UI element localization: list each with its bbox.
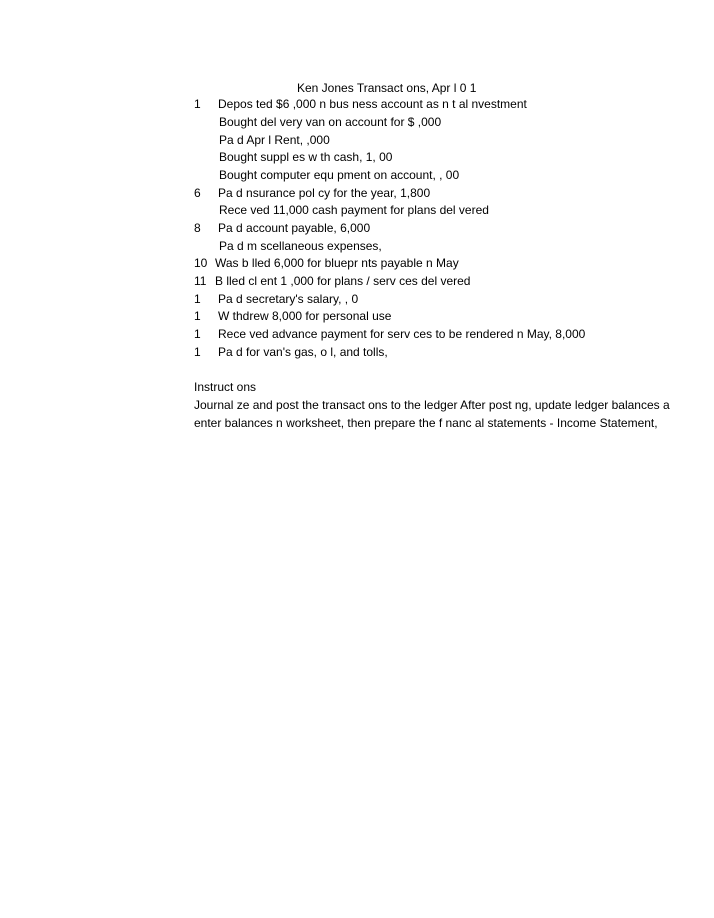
transaction-row bbox=[194, 292, 358, 306]
transaction-text: Bought computer equ pment on account, , 00 bbox=[219, 168, 460, 182]
transaction-row bbox=[194, 345, 388, 359]
transaction-text: Pa d m scellaneous expenses, bbox=[219, 239, 382, 253]
transaction-row bbox=[194, 327, 585, 341]
transaction-day: 8 bbox=[194, 221, 201, 235]
transaction-row bbox=[194, 203, 489, 217]
transaction-day: 6 bbox=[194, 186, 201, 200]
transaction-day: 10 bbox=[194, 256, 208, 270]
transaction-text: W thdrew 8,000 for personal use bbox=[218, 309, 392, 323]
transaction-text: Bought suppl es w th cash, 1, 00 bbox=[219, 150, 393, 164]
transaction-text: Pa d Apr l Rent, ,000 bbox=[219, 133, 330, 147]
transaction-row bbox=[194, 221, 370, 235]
transaction-text: Pa d for van's gas, o l, and tolls, bbox=[218, 345, 388, 359]
transaction-row bbox=[194, 274, 470, 288]
transaction-row bbox=[194, 186, 430, 200]
transaction-text: Pa d nsurance pol cy for the year, 1,800 bbox=[218, 186, 431, 200]
transaction-row bbox=[194, 97, 527, 111]
transaction-day: 1 bbox=[194, 97, 201, 111]
transaction-day: 1 bbox=[194, 292, 201, 306]
transaction-text: Bought del very van on account for $ ,000 bbox=[219, 115, 442, 129]
document-title: Ken Jones Transact ons, Apr l 0 1 bbox=[297, 81, 477, 95]
transaction-text: Pa d account payable, 6,000 bbox=[218, 221, 371, 235]
transaction-text: B lled cl ent 1 ,000 for plans / serv ces del vered bbox=[215, 274, 471, 288]
instructions-heading: Instruct ons bbox=[194, 380, 257, 394]
transaction-text: Pa d secretary's salary, , 0 bbox=[218, 292, 359, 306]
transaction-row bbox=[194, 133, 330, 147]
instructions-line: enter balances n worksheet, then prepare the f nanc al statements - Income Statement, bbox=[194, 416, 658, 430]
transaction-row bbox=[194, 115, 441, 129]
transaction-text: Rece ved 11,000 cash payment for plans del vered bbox=[219, 203, 489, 217]
transaction-text: Was b lled 6,000 for bluepr nts payable n May bbox=[215, 256, 459, 270]
transaction-text: Depos ted $6 ,000 n bus ness account as n t al nvestment bbox=[218, 97, 527, 111]
transaction-day: 1 bbox=[194, 309, 201, 323]
transaction-day: 1 bbox=[194, 327, 201, 341]
transaction-row bbox=[194, 168, 459, 182]
transaction-row bbox=[194, 256, 459, 270]
transaction-text: Rece ved advance payment for serv ces to be rendered n May, 8,000 bbox=[218, 327, 586, 341]
transaction-day: 11 bbox=[194, 274, 207, 288]
transaction-row bbox=[194, 309, 391, 323]
transaction-row bbox=[194, 150, 392, 164]
transaction-row bbox=[194, 239, 382, 253]
transaction-day: 1 bbox=[194, 345, 201, 359]
instructions-line: Journal ze and post the transact ons to the ledger After post ng, update ledger balances a bbox=[194, 398, 670, 412]
